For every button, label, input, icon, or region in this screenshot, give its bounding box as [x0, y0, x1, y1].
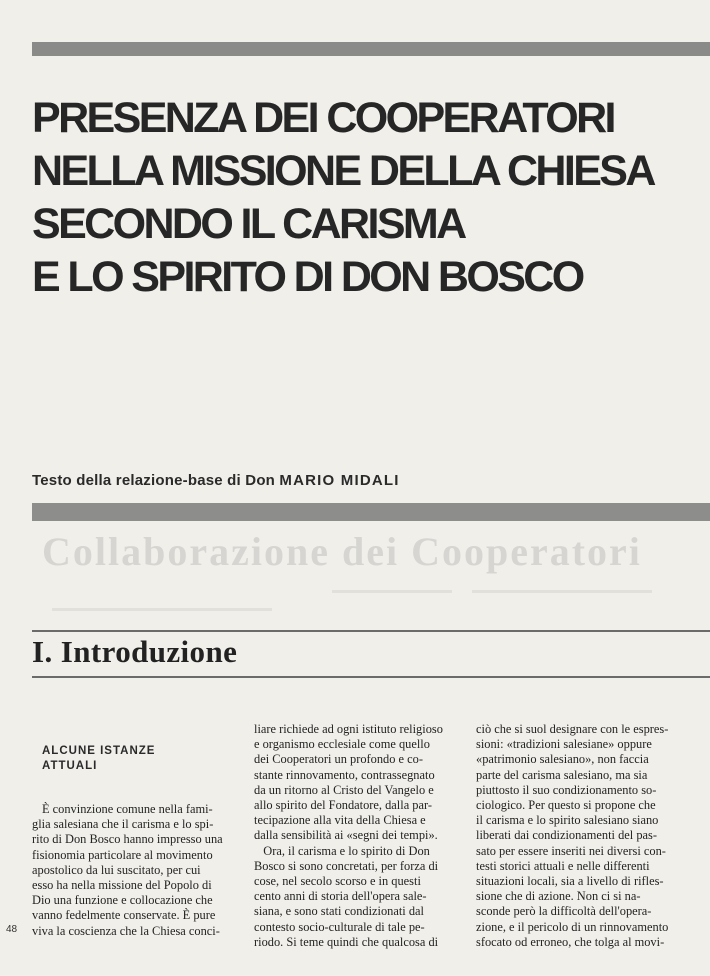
subheading-line: ATTUALI	[42, 760, 98, 772]
ghost-line	[472, 590, 652, 593]
text-line: Bosco si sono concretati, per forza di	[254, 858, 439, 873]
text-line: fisionomia particolare al movimento	[32, 847, 213, 862]
text-line: sioni: «tradizioni salesiane» oppure	[476, 737, 652, 752]
text-line: riodo. Si teme quindi che qualcosa di	[254, 934, 439, 949]
text-line: vanno fedelmente conservate. È pure	[32, 908, 216, 923]
text-line: ciò che si suol designare con le espres-	[476, 722, 669, 736]
text-line: piuttosto il suo condizionamento so-	[476, 782, 657, 797]
byline-prefix: Testo della relazione-base di Don	[32, 472, 276, 489]
text-line: glia salesiana che il carisma e lo spi-	[32, 817, 214, 832]
text-line: Ora, il carisma e lo spirito di Don	[254, 843, 430, 858]
text-line: viva la coscienza che la Chiesa conci-	[32, 923, 220, 938]
bleed-through-text	[32, 528, 710, 624]
text-line: È convinzione comune nella fami-	[42, 802, 213, 816]
text-line: ciologico. Per questo si propone che	[476, 798, 656, 813]
text-line: liberati dai condizionamenti del pas-	[476, 828, 657, 843]
text-line: dalla sensibilità ai «segni dei tempi».	[254, 828, 438, 843]
text-line: il carisma e lo spirito salesiano siano	[476, 813, 659, 828]
text-line: contesto socio-culturale di tale pe-	[254, 919, 425, 934]
text-column-1	[32, 722, 240, 938]
text-line: «patrimonio salesiano», non faccia	[476, 752, 649, 767]
text-line: sfocato od erroneo, che tolga al movi-	[476, 934, 665, 949]
ghost-title: Collaborazione dei Cooperatori	[42, 529, 642, 574]
text-line: da un ritorno al Cristo del Vangelo e	[254, 782, 434, 797]
text-line: allo spirito del Fondatore, dalla par-	[254, 798, 432, 813]
article-title	[32, 92, 702, 304]
text-line: cose, nel secolo scorso e in questi	[254, 874, 421, 889]
title-line: SECONDO IL CARISMA	[32, 200, 465, 248]
middle-rule	[32, 503, 710, 521]
ghost-line	[52, 608, 272, 611]
column-1-body	[32, 802, 240, 939]
section-rule-bottom	[32, 676, 710, 678]
page-number: 48	[6, 924, 18, 935]
byline	[32, 472, 400, 489]
subheading-line: ALCUNE ISTANZE	[42, 745, 156, 757]
text-column-3	[476, 722, 684, 950]
text-column-2	[254, 722, 462, 950]
text-line: rito di Don Bosco hanno impresso una	[32, 832, 223, 847]
text-line: stante rinnovamento, contrassegnato	[254, 767, 435, 782]
section-heading: I. Introduzione	[32, 634, 238, 669]
text-line: siana, e sono stati condizionati dal	[254, 904, 424, 919]
title-line: NELLA MISSIONE DELLA CHIESA	[32, 147, 654, 195]
text-line: Dio una funzione e collocazione che	[32, 893, 213, 908]
text-line: sconde però la difficoltà dell'opera-	[476, 904, 652, 919]
text-line: testi storici attuali e nelle differenti	[476, 858, 650, 873]
text-line: sione che di azione. Non ci si na-	[476, 889, 641, 904]
title-line: E LO SPIRITO DI DON BOSCO	[32, 253, 583, 301]
section-rule-top	[32, 630, 710, 632]
text-line: sato per essere inseriti nei diversi con-	[476, 843, 666, 858]
text-line: situazioni locali, sia a livello di rifles-	[476, 874, 664, 889]
subheading	[42, 744, 240, 774]
text-line: esso ha nella missione del Popolo di	[32, 878, 212, 893]
text-line: dei Cooperatori un profondo e co-	[254, 752, 423, 767]
text-line: e organismo ecclesiale come quello	[254, 737, 430, 752]
text-line: liare richiede ad ogni istituto religioso	[254, 722, 443, 736]
ghost-line	[332, 590, 452, 593]
text-line: cento anni di storia dell'opera sale-	[254, 889, 427, 904]
byline-author: MARIO MIDALI	[279, 472, 400, 489]
text-line: zione, e il pericolo di un rinnovamento	[476, 919, 669, 934]
top-rule	[32, 42, 710, 56]
text-line: tecipazione alla vita della Chiesa e	[254, 813, 426, 828]
text-line: parte del carisma salesiano, ma sia	[476, 767, 648, 782]
title-line: PRESENZA DEI COOPERATORI	[32, 94, 614, 142]
text-line: apostolico da lui suscitato, per cui	[32, 862, 201, 877]
